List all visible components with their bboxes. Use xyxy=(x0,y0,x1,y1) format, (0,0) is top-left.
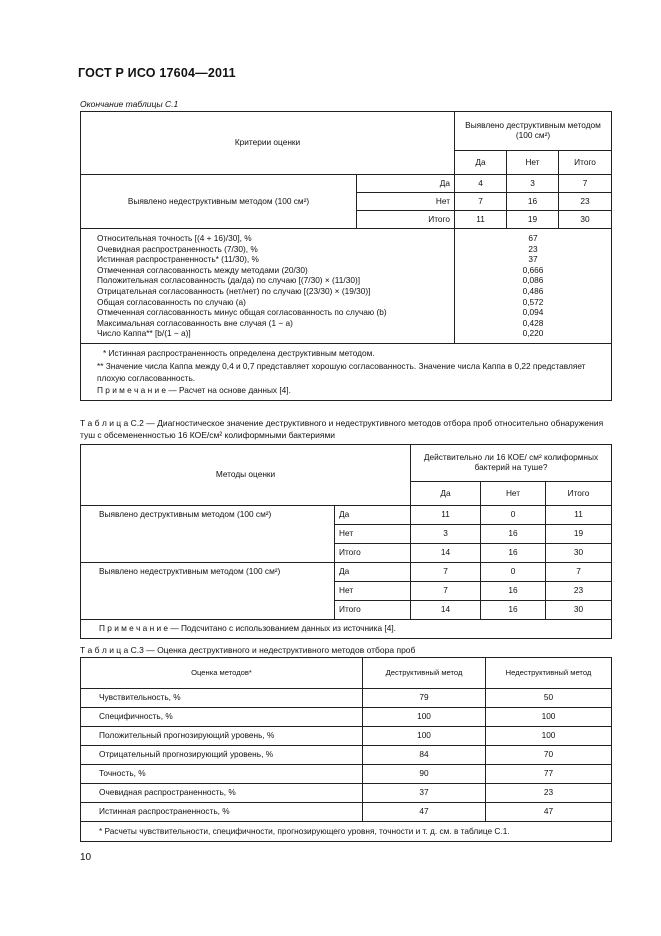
cell: 3 xyxy=(507,175,559,193)
cell: 77 xyxy=(486,765,612,784)
cell: 84 xyxy=(363,746,486,765)
note-text: — Расчет на основе данных [4]. xyxy=(166,385,291,396)
nondestructive-row-label: Выявлено недеструктивным методом (100 см²) xyxy=(81,175,357,229)
cell: 47 xyxy=(363,803,486,822)
stat-value: 0,572 xyxy=(522,296,544,307)
cell: 16 xyxy=(481,582,546,601)
page-number: 10 xyxy=(80,852,92,863)
cell: 37 xyxy=(363,784,486,803)
stat-value: 0,486 xyxy=(522,286,544,297)
row-label: Положительный прогнозирующий уровень, % xyxy=(81,727,363,746)
cell: 23 xyxy=(546,582,612,601)
row-label: Очевидная распространенность, % xyxy=(81,784,363,803)
stat-value: 67 xyxy=(528,233,538,243)
cell: 7 xyxy=(455,193,507,211)
table1-note xyxy=(87,384,605,396)
cell: 16 xyxy=(481,544,546,563)
col-total: Итого xyxy=(546,482,612,506)
col-no: Нет xyxy=(507,151,559,175)
document-header: ГОСТ Р ИСО 17604—2011 xyxy=(78,66,236,80)
cell: 47 xyxy=(486,803,612,822)
stat-label: Истинная распространенность* (11/30), % xyxy=(97,254,259,265)
cell: 100 xyxy=(363,727,486,746)
stat-label: Отмеченная согласованность минус общая согласованность по случаю (b) xyxy=(97,307,387,318)
table2-caption: Т а б л и ц а С.2 — Диагностическое значение деструктивного и недеструктивного методов отбора проб относительно обнаружения туш с обсемененностью 16 КОЕ/см² колиформными бактериями xyxy=(80,418,604,441)
cell: 11 xyxy=(455,211,507,229)
stat-value: 0,086 xyxy=(522,275,544,286)
cell: 19 xyxy=(507,211,559,229)
row-label: Специфичность, % xyxy=(81,708,363,727)
row-label: Отрицательный прогнозирующий уровень, % xyxy=(81,746,363,765)
cell: 0 xyxy=(481,563,546,582)
cell: 23 xyxy=(559,193,612,211)
stat-value: 0,094 xyxy=(522,307,544,318)
table-c3 xyxy=(80,657,612,842)
group1-label: Выявлено деструктивным методом (100 см²) xyxy=(81,506,335,563)
stat-value: 0,220 xyxy=(522,328,544,339)
cell: 16 xyxy=(481,525,546,544)
note-prefix: П р и м е ч а н и е xyxy=(97,385,167,396)
footnote-1: * Истинная распространенность определена деструктивным методом. xyxy=(103,348,375,359)
criteria-header: Критерии оценки xyxy=(81,112,455,175)
cell: 30 xyxy=(559,211,612,229)
question-header: Действительно ли 16 КОЕ/ см² колиформных бактерий на туше? xyxy=(411,445,612,482)
col-no: Нет xyxy=(481,482,546,506)
row-label: Нет xyxy=(335,582,411,601)
footnote-2: ** Значение числа Каппа между 0,4 и 0,7 представляет хорошую согласованность. Значение числа Каппа в 0,22 представляет плохую согласованность. xyxy=(97,360,586,383)
cell: 11 xyxy=(411,506,481,525)
cell: 14 xyxy=(411,601,481,620)
row-label: Итого xyxy=(357,211,455,229)
cell: 16 xyxy=(507,193,559,211)
row-label: Чувствительность, % xyxy=(81,689,363,708)
cell: 50 xyxy=(486,689,612,708)
col-yes: Да xyxy=(455,151,507,175)
col-assessment: Оценка методов* xyxy=(81,658,363,689)
cell: 30 xyxy=(546,544,612,563)
cell: 14 xyxy=(411,544,481,563)
col-yes: Да xyxy=(411,482,481,506)
cell: 16 xyxy=(481,601,546,620)
cell: 0 xyxy=(481,506,546,525)
stat-label: Общая согласованность по случаю (a) xyxy=(97,296,246,307)
stat-label: Отрицательная согласованность (нет/нет) по случаю [(23/30) × (19/30)] xyxy=(97,286,371,297)
stat-value: 0,666 xyxy=(522,264,544,275)
stat-label: Положительная согласованность (да/да) по случаю [(7/30) × (11/30)] xyxy=(97,275,361,286)
cell: 3 xyxy=(411,525,481,544)
note-prefix: П р и м е ч а н и е xyxy=(99,623,169,634)
row-label: Точность, % xyxy=(81,765,363,784)
stat-label: Отмеченная согласованность между методами (20/30) xyxy=(97,264,308,275)
table-c2 xyxy=(80,444,612,639)
stat-label: Относительная точность [(4 + 16)/30], % xyxy=(97,233,252,243)
cell: 70 xyxy=(486,746,612,765)
destructive-header: Выявлено деструктивным методом (100 см²) xyxy=(455,112,612,151)
note-text: — Подсчитано с использованием данных из источника [4]. xyxy=(168,623,396,634)
row-label: Истинная распространенность, % xyxy=(81,803,363,822)
stats-labels xyxy=(81,229,455,344)
cell: 7 xyxy=(546,563,612,582)
stat-value: 23 xyxy=(528,243,538,254)
cell: 30 xyxy=(546,601,612,620)
cell: 19 xyxy=(546,525,612,544)
col-nondestructive: Недеструктивный метод xyxy=(486,658,612,689)
cell: 23 xyxy=(486,784,612,803)
col-destructive: Деструктивный метод xyxy=(363,658,486,689)
stat-label: Число Каппа** [b/(1 − a)] xyxy=(97,328,191,339)
table-c1 xyxy=(80,111,612,401)
row-label: Да xyxy=(357,175,455,193)
cell: 79 xyxy=(363,689,486,708)
stat-label: Максимальная согласованность вне случая (1 − a) xyxy=(97,317,293,328)
table3-caption: Т а б л и ц а С.3 — Оценка деструктивного и недеструктивного методов отбора проб xyxy=(80,645,416,655)
table1-caption: Окончание таблицы С.1 xyxy=(80,99,179,109)
cell: 100 xyxy=(486,708,612,727)
table3-footnote: * Расчеты чувствительности, специфичности, прогнозирующего уровня, точности и т. д. см. в таблице С.1. xyxy=(81,822,612,842)
cell: 7 xyxy=(559,175,612,193)
stat-value: 37 xyxy=(528,254,538,265)
row-label: Нет xyxy=(357,193,455,211)
stat-value: 0,428 xyxy=(522,317,544,328)
table2-note xyxy=(81,620,612,639)
row-label: Итого xyxy=(335,601,411,620)
row-label: Итого xyxy=(335,544,411,563)
cell: 90 xyxy=(363,765,486,784)
methods-header: Методы оценки xyxy=(81,445,411,506)
cell: 7 xyxy=(411,563,481,582)
cell: 11 xyxy=(546,506,612,525)
cell: 100 xyxy=(486,727,612,746)
row-label: Да xyxy=(335,563,411,582)
cell: 4 xyxy=(455,175,507,193)
cell: 100 xyxy=(363,708,486,727)
row-label: Да xyxy=(335,506,411,525)
table1-notes xyxy=(81,344,612,401)
stat-label: Очевидная распространенность (7/30), % xyxy=(97,243,258,254)
stats-values xyxy=(455,229,612,344)
group2-label: Выявлено недеструктивным методом (100 см²) xyxy=(81,563,335,620)
col-total: Итого xyxy=(559,151,612,175)
row-label: Нет xyxy=(335,525,411,544)
cell: 7 xyxy=(411,582,481,601)
